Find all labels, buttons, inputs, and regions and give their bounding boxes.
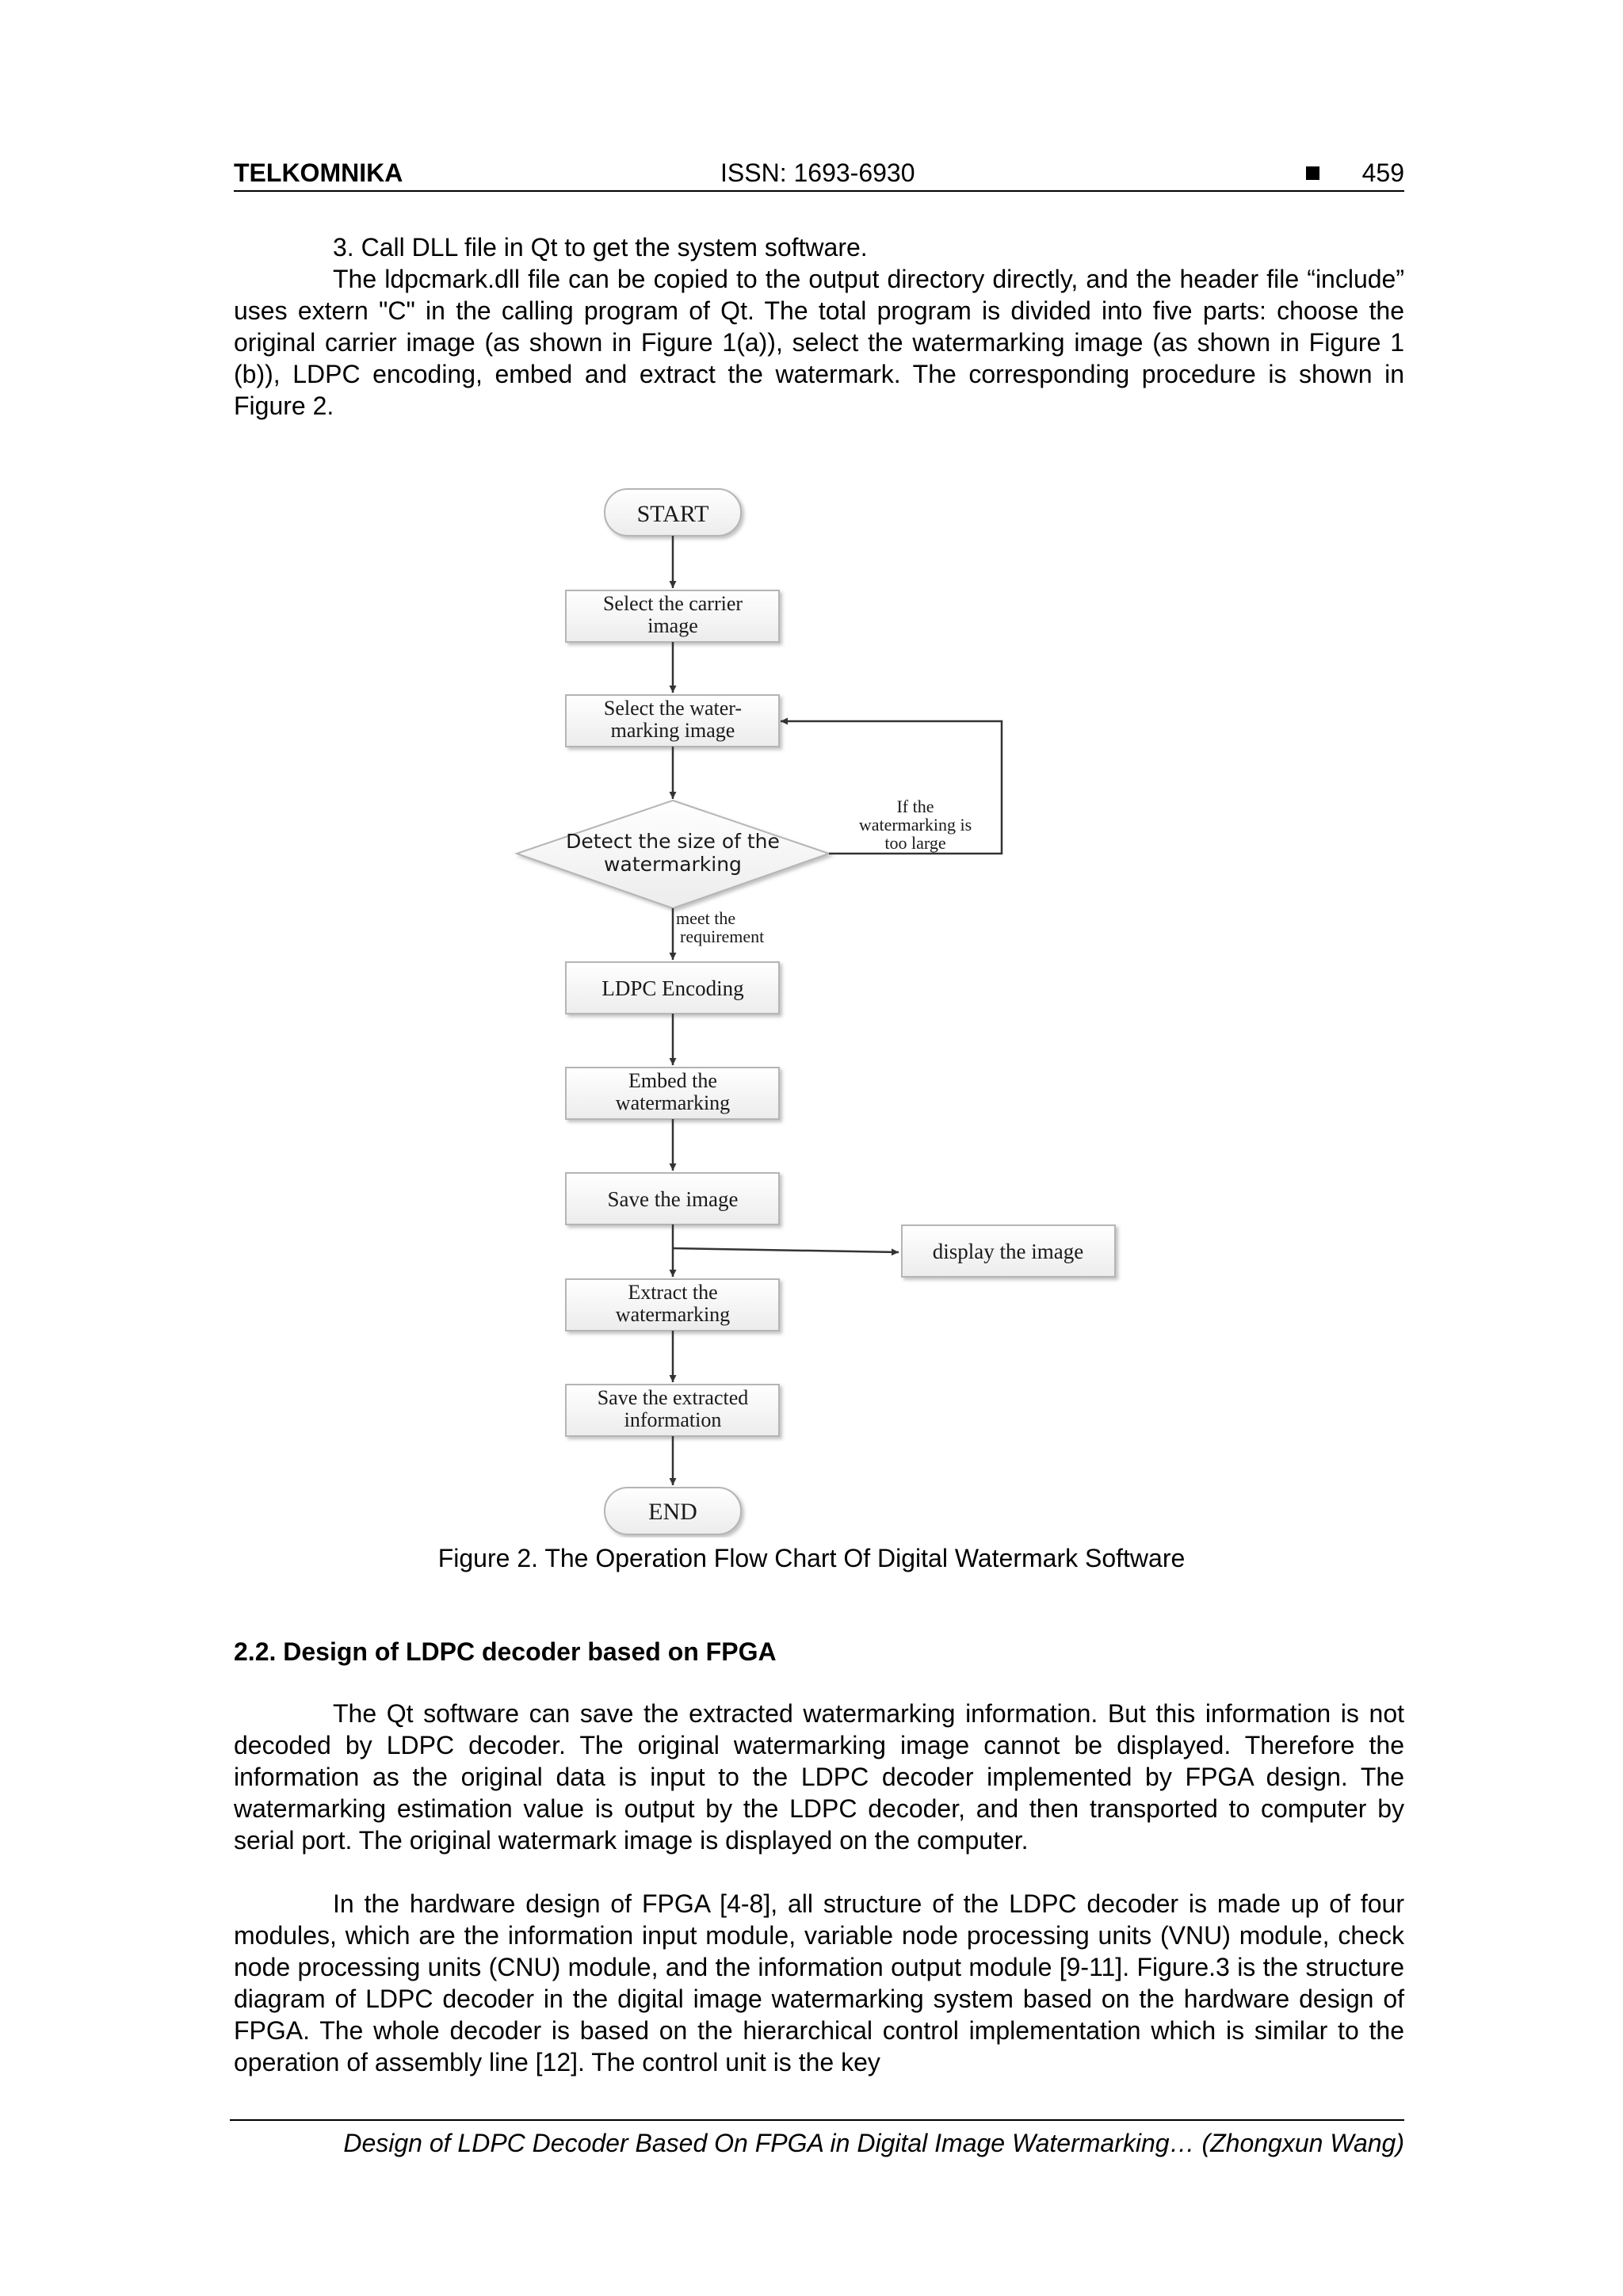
extract-box xyxy=(566,1279,779,1331)
meet-line2: requirement xyxy=(680,926,765,946)
save-extracted-line2: information xyxy=(624,1408,722,1431)
extract-line2: watermarking xyxy=(615,1303,731,1326)
too-large-line3: too large xyxy=(884,833,946,853)
ldpc-encoding-label: LDPC Encoding xyxy=(601,976,744,1000)
save-extracted-line1: Save the extracted xyxy=(597,1386,749,1409)
display-image-label: display the image xyxy=(932,1240,1084,1263)
display-image-box xyxy=(902,1225,1115,1277)
detect-size-decision xyxy=(517,800,829,908)
section-paragraph-1: The Qt software can save the extracted watermarking information. But this information is not decoded by LDPC decoder. The original watermarking image cannot be displayed. Therefore the information as the original data is input to the LDPC decoder implemented by FPGA design. The watermarking estimation value is output by the LDPC decoder, and then transported to computer by serial port. The original watermark image is displayed on the computer. xyxy=(234,1699,1404,1855)
save-extracted-box xyxy=(566,1385,779,1436)
embed-line1: Embed the xyxy=(628,1069,717,1092)
meet-line1: meet the xyxy=(676,908,736,928)
select-watermark-line2: marking image xyxy=(610,719,735,742)
footer-rule xyxy=(230,2119,1404,2121)
ldpc-encoding-box xyxy=(566,962,779,1014)
figure-caption: Figure 2. The Operation Flow Chart Of Digital Watermark Software xyxy=(437,1544,1186,1572)
running-footer: Design of LDPC Decoder Based On FPGA in Digital Image Watermarking… (Zhongxun Wang) xyxy=(343,2129,1404,2157)
page-number: 459 xyxy=(1361,159,1404,187)
too-large-line2: watermarking is xyxy=(858,815,972,835)
detect-line1: Detect the size of the xyxy=(566,830,780,853)
select-watermark-line1: Select the water- xyxy=(603,697,743,720)
embed-line2: watermarking xyxy=(615,1091,731,1114)
start-terminal xyxy=(605,489,741,536)
detect-line2: watermarking xyxy=(604,853,742,876)
save-image-label: Save the image xyxy=(607,1187,739,1211)
intro-step: 3. Call DLL file in Qt to get the system software. xyxy=(333,233,868,262)
section-paragraph-2: In the hardware design of FPGA [4-8], all structure of the LDPC decoder is made up of four modules, which are the information input module, variable node processing units (VNU) module, check node processing units (CNU) module, and the information output module [9-11]. Figure.3 is the structure diagram of LDPC decoder in the digital image watermarking system based on the hardware design of FPGA. The whole decoder is based on the hierarchical control implementation which is similar to the operation of assembly line [12]. The control unit is the key xyxy=(234,1889,1404,2076)
start-label: START xyxy=(636,501,709,527)
too-large-line1: If the xyxy=(896,797,934,816)
end-terminal xyxy=(605,1488,741,1534)
section-heading: 2.2. Design of LDPC decoder based on FPGA xyxy=(234,1637,777,1666)
select-carrier-line2: image xyxy=(647,614,698,637)
embed-box xyxy=(566,1068,779,1119)
too-large-label xyxy=(859,797,972,853)
extract-line1: Extract the xyxy=(628,1281,718,1304)
arrow-save-to-display xyxy=(673,1248,899,1252)
meet-requirement-label xyxy=(676,908,764,946)
issn: ISSN: 1693-6930 xyxy=(720,159,915,187)
intro-paragraph: The ldpcmark.dll file can be copied to the output directory directly, and the header file “include” uses extern "C" in the calling program of Qt. The total program is divided into five parts: choose the original carrier image (as shown in Figure 1(a)), select the watermarking image (as shown in Figure 1 (b)), LDPC encoding, embed and extract the watermark. The corresponding procedure is shown in Figure 2. xyxy=(234,265,1404,420)
select-carrier-line1: Select the carrier xyxy=(602,592,743,615)
end-label: END xyxy=(648,1499,697,1525)
select-watermark-box xyxy=(566,695,779,747)
select-carrier-box xyxy=(566,590,779,642)
journal-name: TELKOMNIKA xyxy=(234,159,403,187)
save-image-box xyxy=(566,1173,779,1224)
